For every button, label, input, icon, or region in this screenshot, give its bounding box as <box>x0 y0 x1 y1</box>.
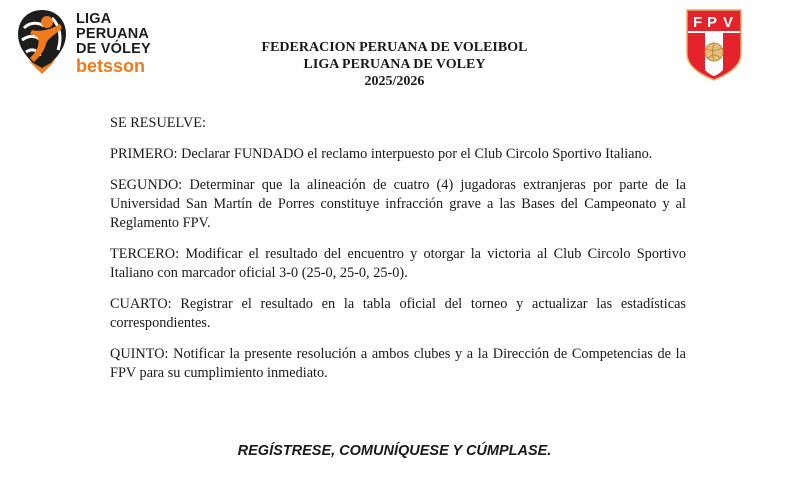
resolution-cuarto: CUARTO: Registrar el resultado en la tabla oficial del torneo y actualizar las estadísticas correspondientes. <box>110 296 686 331</box>
resolution-body <box>110 114 686 395</box>
sponsor-betsson: betsson <box>76 56 146 76</box>
header-league: LIGA PERUANA DE VOLEY <box>303 57 486 72</box>
logo-line-de-voley: DE VÓLEY <box>76 41 151 57</box>
svg-text:F: F <box>693 14 703 31</box>
svg-text:P: P <box>707 14 718 31</box>
logo-line-liga: LIGA <box>76 11 112 27</box>
header-federation: FEDERACION PERUANA DE VOLEIBOL <box>261 40 528 55</box>
resolution-quinto: QUINTO: Notificar la presente resolución a ambos clubes y a la Dirección de Competencias de la FPV para su cumplimiento inmediato. <box>110 346 686 381</box>
header-season: 2025/2026 <box>364 74 425 89</box>
resolution-segundo: SEGUNDO: Determinar que la alineación de cuatro (4) jugadoras extranjeras por parte de la Universidad San Martín de Porres constituye infracción grave a las Bases del Campeonato y al Reglamento FPV. <box>110 177 686 231</box>
resolution-intro: SE RESUELVE: <box>110 115 206 131</box>
closing-statement: REGÍSTRESE, COMUNÍQUESE Y CÚMPLASE. <box>237 443 552 459</box>
svg-text:V: V <box>723 14 734 31</box>
resolution-tercero: TERCERO: Modificar el resultado del encuentro y otorgar la victoria al Club Circolo Sportivo Italiano con marcador oficial 3-0 (25-0, 25-0, 25-0). <box>110 246 686 281</box>
logo-line-peruana: PERUANA <box>76 26 150 42</box>
resolution-primero: PRIMERO: Declarar FUNDADO el reclamo interpuesto por el Club Circolo Sportivo Italiano. <box>110 146 653 162</box>
document-header <box>0 39 789 90</box>
